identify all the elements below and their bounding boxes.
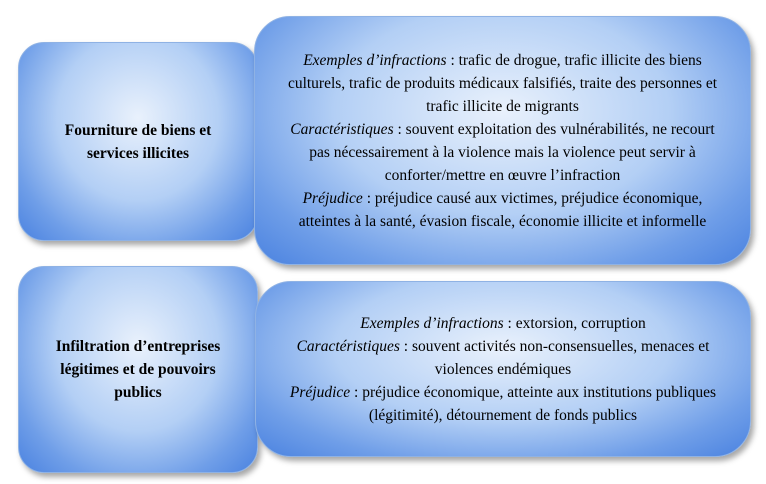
details-box-goods-services <box>254 16 751 265</box>
harm-heading: Préjudice <box>302 189 363 207</box>
category-box-goods-services <box>18 42 258 241</box>
harm-text: préjudice économique, atteinte aux institutions publiques (légitimité), détournement de fonds publics <box>362 383 717 424</box>
category-box-infiltration <box>18 266 258 473</box>
category-label: Infiltration d’entreprises légitimes et de pouvoirs publics <box>55 338 221 401</box>
category-label: Fourniture de biens et services illicites <box>64 121 212 162</box>
characteristics-heading: Caractéristiques <box>290 120 394 138</box>
characteristics-text: souvent activités non-consensuelles, menaces et violences endémiques <box>411 337 710 378</box>
examples-paragraph <box>281 49 724 118</box>
characteristics-text: souvent exploitation des vulnérabilités, ne recourt pas nécessairement à la violence mais la violence peut servir à conforter/mettre en œuvre l’infraction <box>309 120 715 184</box>
characteristics-paragraph <box>281 118 724 187</box>
examples-heading: Exemples d’infractions <box>360 314 504 332</box>
examples-text: trafic de drogue, trafic illicite des biens culturels, trafic de produits médicaux falsifiés, traite des personnes et trafic illicite de migrants <box>287 51 718 115</box>
characteristics-heading: Caractéristiques <box>296 337 400 355</box>
separator: : <box>399 337 412 355</box>
separator: : <box>350 383 363 401</box>
characteristics-paragraph <box>282 335 724 381</box>
separator: : <box>446 51 459 69</box>
details-text <box>281 49 724 233</box>
examples-text: extorsion, corruption <box>515 314 646 332</box>
examples-paragraph <box>282 312 724 335</box>
harm-heading: Préjudice <box>289 383 351 401</box>
harm-paragraph <box>281 187 724 233</box>
examples-heading: Exemples d’infractions <box>303 51 447 69</box>
harm-paragraph <box>282 381 724 427</box>
harm-text: préjudice causé aux victimes, préjudice économique, atteintes à la santé, évasion fiscale, économie illicite et informelle <box>298 189 707 230</box>
separator: : <box>393 120 406 138</box>
separator: : <box>503 314 516 332</box>
separator: : <box>362 189 375 207</box>
details-text <box>282 312 724 427</box>
details-box-infiltration <box>255 281 751 457</box>
